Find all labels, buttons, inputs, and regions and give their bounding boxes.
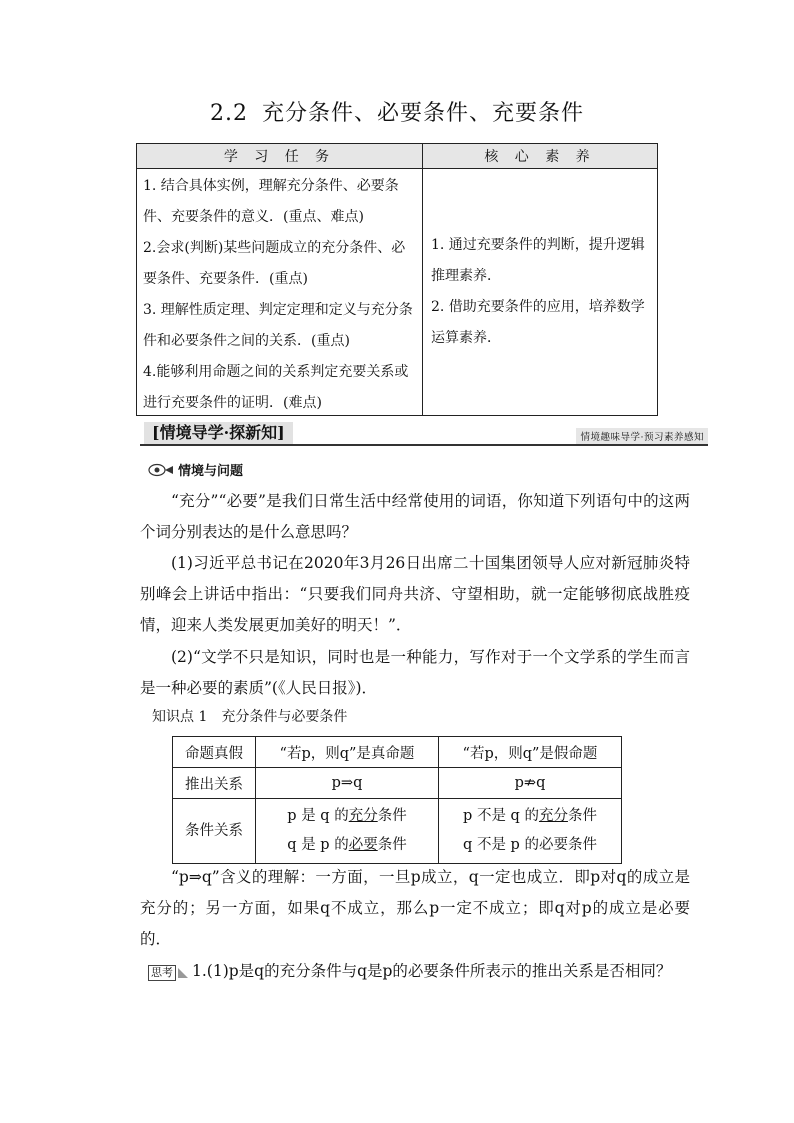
cell-condition-label: 条件关系 [173,799,256,864]
false-line1-prefix: p 不是 q 的 [463,808,539,824]
header-learning-tasks: 学 习 任 务 [137,144,423,168]
objectives-table [136,143,658,416]
true-line2-keyword: 必要 [348,837,378,853]
title-text: 充分条件、必要条件、充要条件 [261,101,584,126]
think-question: 1.(1)p是q的充分条件与q是p的必要条件所表示的推出关系是否相同？ [192,962,672,980]
learning-tasks-cell [137,169,423,415]
cell-false-proposition: “若p，则q”是假命题 [439,737,622,768]
knowledge-point-title: 充分条件与必要条件 [221,709,348,725]
section-banner [140,424,708,446]
subhead-text: 情境与问题 [178,464,244,479]
true-line2-prefix: q 是 p 的 [287,837,349,853]
literacy-item-2: 2. 借助充要条件的应用，培养数学运算素养． [431,299,645,346]
true-line1-keyword: 充分 [348,808,378,824]
true-line2-suffix: 条件 [377,837,407,853]
literacy-item-1: 1. 通过充要条件的判断，提升逻辑推理素养． [431,237,645,284]
task-item-4: 4.能够利用命题之间的关系判定充要关系或进行充要条件的证明．(难点) [143,364,409,411]
think-triangle-icon [178,968,188,978]
task-item-3: 3. 理解性质定理、判定定理和定义与充分条件和必要条件之间的关系．(重点) [143,302,413,349]
section-number: 2.2 [209,101,248,126]
scenario-icon [148,463,174,477]
true-line1-suffix: 条件 [377,808,407,824]
concept-table [172,736,622,864]
false-line2: q 不是 p 的必要条件 [463,837,597,853]
core-literacy-cell [423,169,657,415]
think-badge: 思考 [148,965,176,981]
true-line1-prefix: p 是 q 的 [287,808,349,824]
false-line1-keyword: 充分 [538,808,568,824]
knowledge-point-number: 知识点 1 [152,709,208,725]
quote-paragraph-1: (1)习近平总书记在2020年3月26日出席二十国集团领导人应对新冠肺炎特别峰会上讲话中指出：“只要我们同舟共济、守望相助，就一定能够彻底战胜疫情，迎来人类发展更加美好的明天！”． [140,554,690,634]
header-core-literacy: 核 心 素 养 [484,149,596,165]
cell-proposition-truth: 命题真假 [173,737,256,768]
cell-true-proposition: “若p，则q”是真命题 [256,737,439,768]
scenario-subhead [148,460,243,479]
task-item-2: 2.会求(判断)某些问题成立的充分条件、必要条件、充要条件．(重点) [143,240,406,287]
objectives-header [137,144,657,169]
section-label: [情境导学·探新知] [144,422,293,444]
think-paragraph [140,956,690,987]
intro-paragraph: “充分”“必要”是我们日常生活中经常使用的词语，你知道下列语句中的这两个词分别表达的是什么意思吗？ [140,492,690,541]
page-title [0,96,794,127]
cell-condition-true [256,799,439,864]
cell-condition-false [439,799,622,864]
knowledge-point-heading [152,706,347,726]
cell-implies: p⇒q [256,768,439,799]
task-item-1: 1. 结合具体实例，理解充分条件、必要条件、充要条件的意义．(重点、难点) [143,178,399,225]
explanation-paragraph: “p⇒q”含义的理解：一方面，一旦p成立，q一定也成立．即p对q的成立是充分的；另一方面，如果q不成立，那么p一定不成立；即q对p的成立是必要的． [140,868,690,948]
section-tag: 情境趣味导学·预习素养感知 [576,428,708,444]
cell-not-implies: p⇏q [439,768,622,799]
false-line1-suffix: 条件 [567,808,597,824]
quote-paragraph-2: (2)“文学不只是知识，同时也是一种能力，写作对于一个文学系的学生而言是一种必要的素质”(《人民日报》)． [140,648,690,697]
cell-inference-label: 推出关系 [173,768,256,799]
